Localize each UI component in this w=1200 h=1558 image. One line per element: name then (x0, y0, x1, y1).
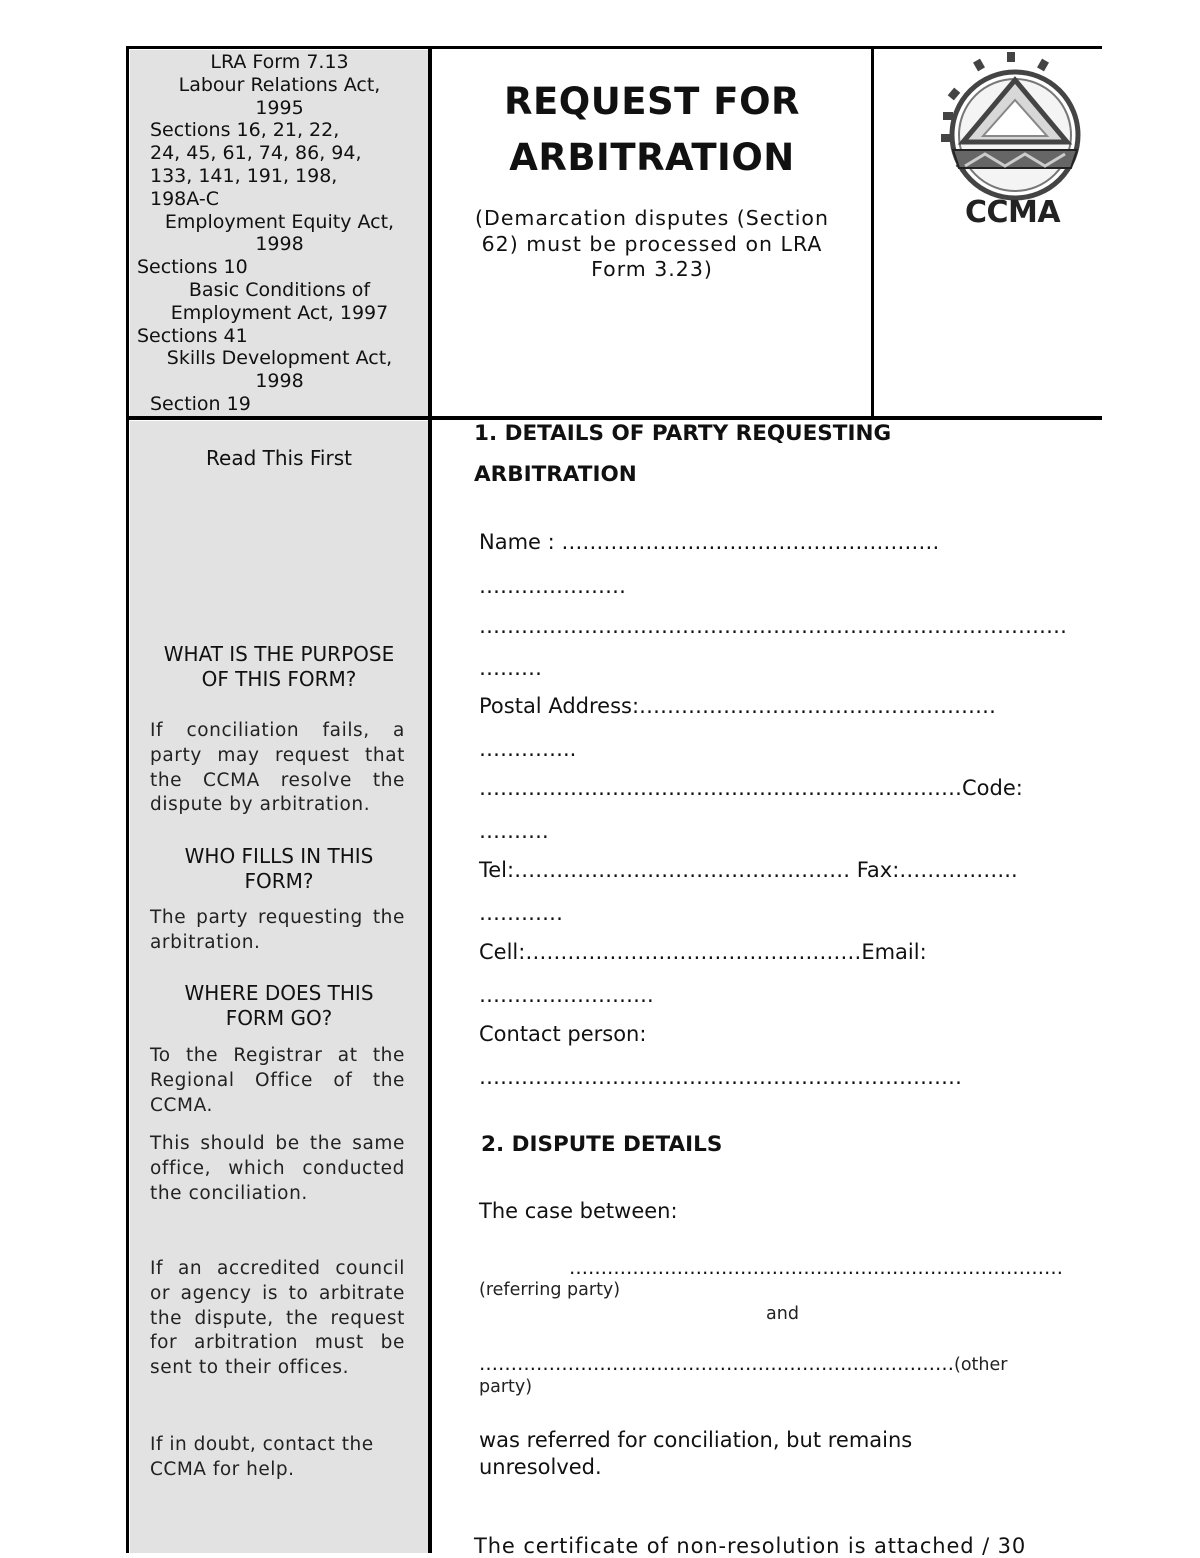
who-heading-line: WHO FILLS IN THIS (184, 844, 374, 868)
postal-code-cont[interactable]: ………. (479, 819, 549, 843)
ccma-logo (935, 50, 1090, 240)
referring-party-field[interactable]: …………………………………………………………………… (569, 1257, 1063, 1279)
where-heading-line: FORM GO? (225, 1006, 333, 1030)
header-bottom-border (126, 416, 1102, 420)
where-text-same-office: This should be the same office, which conducted the conciliation. (150, 1133, 405, 1204)
contact-person-label: Contact person: (479, 1022, 647, 1046)
logo-cell-divider (871, 46, 874, 418)
ref-line: Section 19 (150, 392, 251, 415)
who-heading-line: FORM? (244, 869, 314, 893)
other-party-label: (other (954, 1355, 1008, 1375)
form-title-line-2: ARBITRATION (509, 136, 795, 179)
name-field-line-2-cont[interactable]: ……… (479, 656, 542, 680)
top-border (126, 46, 1102, 49)
where-text-accredited-council: If an accredited council or agency is to arbitrate the dispute, the request for arbitration must be sent to their offices. (150, 1258, 405, 1379)
subtitle-line: Form 3.23) (591, 257, 713, 281)
legislation-reference-block (130, 51, 429, 416)
contact-person-field[interactable]: …………………………………………………………… (479, 1065, 962, 1089)
ref-line: Basic Conditions of (188, 278, 371, 301)
section-1-heading-cont: ARBITRATION (474, 462, 637, 487)
postal-address-cont[interactable]: ………….. (479, 737, 577, 761)
ref-line: Sections 41 (137, 324, 248, 347)
ref-line: Employment Act, 1997 (170, 301, 389, 324)
other-party-dots[interactable]: ………………………………………………………………… (479, 1353, 954, 1375)
section-2-heading: 2. DISPUTE DETAILS (481, 1132, 723, 1157)
other-party-field[interactable] (479, 1353, 1007, 1375)
subtitle-line: 62) must be processed on LRA (481, 231, 823, 256)
unresolved-statement-cont: unresolved. (479, 1455, 602, 1479)
and-label: and (766, 1304, 799, 1324)
ref-line: LRA Form 7.13 (210, 51, 349, 73)
unresolved-statement: was referred for conciliation, but remains (479, 1428, 913, 1452)
where-text-registrar: To the Registrar at the Regional Office of the CCMA. (150, 1045, 405, 1116)
ref-line: Employment Equity Act, (164, 210, 395, 233)
purpose-heading-line: OF THIS FORM? (201, 667, 357, 691)
section-1-heading: 1. DETAILS OF PARTY REQUESTING (474, 421, 892, 446)
subtitle-line: (Demarcation disputes (Section (475, 206, 829, 230)
ref-line: Sections 10 (137, 256, 248, 279)
case-between-label: The case between: (479, 1199, 678, 1223)
name-field-cont[interactable]: ………………… (479, 574, 626, 598)
ref-line: Labour Relations Act, (178, 73, 381, 96)
ref-line: 1998 (255, 370, 304, 393)
name-field-line-2[interactable]: ………………………………………………………………………… (479, 614, 1067, 638)
email-field-cont[interactable]: ……………………. (479, 983, 654, 1007)
ref-line: Skills Development Act, (166, 347, 393, 370)
who-heading (135, 844, 423, 894)
postal-code-field[interactable]: ……………………………………………………………Code: (479, 776, 1023, 800)
left-border (126, 46, 129, 1553)
ref-line: 198A-C (150, 187, 219, 210)
ref-line: 1995 (255, 96, 304, 119)
ref-line: Sections 16, 21, 22, (150, 119, 340, 142)
ccma-logo-text: CCMA (964, 195, 1061, 230)
who-text: The party requesting the arbitration. (150, 907, 405, 953)
purpose-heading-line: WHAT IS THE PURPOSE (163, 642, 395, 666)
ref-line: 24, 45, 61, 74, 86, 94, (150, 142, 362, 165)
fax-field-cont[interactable]: ………… (479, 901, 563, 925)
ref-line: 1998 (255, 233, 304, 256)
ref-line: 133, 141, 191, 198, (150, 164, 338, 187)
purpose-text: If conciliation fails, a party may request that the CCMA resolve the dispute by arbitration. (150, 720, 405, 816)
other-party-label-cont: party) (479, 1377, 533, 1397)
where-heading (135, 981, 423, 1031)
form-subtitle (434, 206, 870, 283)
certificate-statement: The certificate of non-resolution is attached / 30 (474, 1534, 1027, 1558)
form-title-line-1: REQUEST FOR (503, 80, 801, 123)
purpose-heading (135, 642, 423, 692)
cell-email-field[interactable]: Cell:…………………………………………Email: (479, 940, 927, 964)
read-this-first-label: Read This First (206, 446, 352, 470)
where-text-doubt: If in doubt, contact the CCMA for help. (150, 1434, 374, 1480)
where-heading-line: WHERE DOES THIS (184, 981, 374, 1005)
name-field[interactable]: Name : ……………………………………………… (479, 530, 940, 554)
postal-address-field[interactable]: Postal Address:…………………………………………… (479, 694, 997, 718)
tel-fax-field[interactable]: Tel:………………………………………… Fax:…………….. (479, 858, 1018, 882)
referring-party-label: (referring party) (479, 1280, 621, 1300)
